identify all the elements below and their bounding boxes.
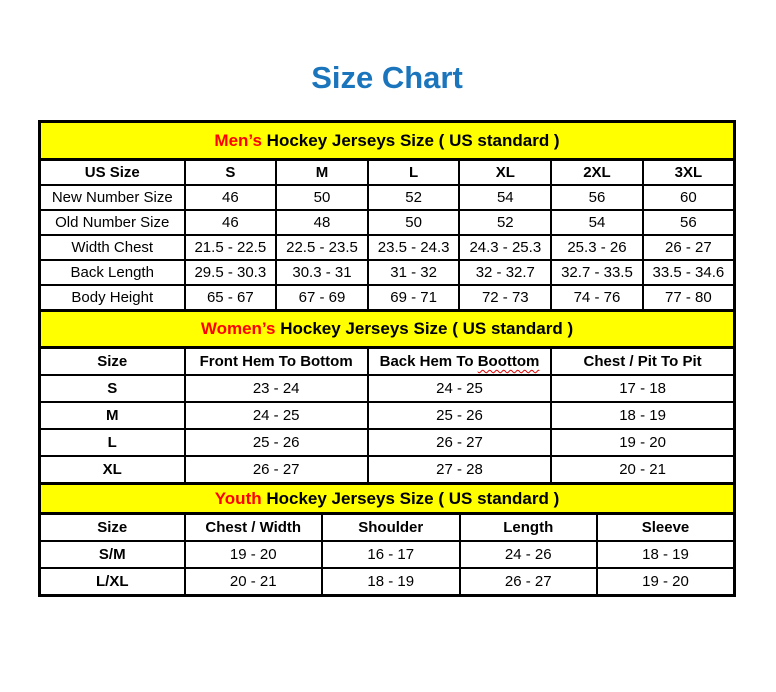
youth-section-header-row [40,484,735,514]
mens-section-title-rest: Hockey Jerseys Size ( US standard ) [261,130,560,150]
table-cell: 77 - 80 [643,285,735,311]
mens-section-header-row [40,122,735,160]
youth-size-table [38,482,736,597]
mens-size-table [38,120,736,312]
mens-col-header-m: M [276,160,368,186]
table-row [40,541,735,568]
back-hem-label-prefix: Back Hem To [379,353,478,370]
table-cell: 25 - 26 [185,429,368,456]
table-cell: 56 [643,210,735,235]
table-cell: 32 - 32.7 [459,260,551,285]
table-cell: 52 [459,210,551,235]
table-cell: 46 [185,210,277,235]
table-cell: 65 - 67 [185,285,277,311]
mens-section-header [40,122,735,160]
table-cell: 17 - 18 [551,375,734,402]
youth-column-header-row [40,514,735,542]
table-cell: 19 - 20 [185,541,323,568]
womens-section-title-rest: Hockey Jerseys Size ( US standard ) [275,319,574,338]
womens-col-header-size: Size [40,348,185,376]
table-row [40,235,735,260]
table-row [40,402,735,429]
mens-col-header-us-size: US Size [40,160,185,186]
table-cell: 24.3 - 25.3 [459,235,551,260]
table-cell: 27 - 28 [368,456,551,484]
table-cell: 25.3 - 26 [551,235,643,260]
row-label: L [40,429,185,456]
table-cell: 50 [276,185,368,210]
table-cell: 48 [276,210,368,235]
size-chart-page [38,62,736,597]
table-cell: 60 [643,185,735,210]
table-cell: 52 [368,185,460,210]
table-cell: 72 - 73 [459,285,551,311]
table-cell: 18 - 19 [597,541,735,568]
table-cell: 69 - 71 [368,285,460,311]
table-cell: 20 - 21 [551,456,734,484]
youth-section-header [40,484,735,514]
mens-col-header-l: L [368,160,460,186]
row-label: S [40,375,185,402]
table-cell: 26 - 27 [460,568,598,596]
table-cell: 21.5 - 22.5 [185,235,277,260]
table-row [40,456,735,484]
table-row [40,375,735,402]
womens-col-header-front-hem: Front Hem To Bottom [185,348,368,376]
womens-section-title-highlight: Women’s [200,319,276,338]
row-label: M [40,402,185,429]
womens-size-table [38,309,736,485]
row-label: Back Length [40,260,185,285]
table-cell: 24 - 25 [185,402,368,429]
table-cell: 31 - 32 [368,260,460,285]
youth-col-header-sleeve: Sleeve [597,514,735,542]
table-row [40,210,735,235]
womens-section-header [40,311,735,348]
table-cell: 22.5 - 23.5 [276,235,368,260]
table-cell: 26 - 27 [368,429,551,456]
womens-col-header-back-hem [368,348,551,376]
row-label: XL [40,456,185,484]
table-cell: 19 - 20 [597,568,735,596]
table-cell: 74 - 76 [551,285,643,311]
womens-column-header-row [40,348,735,376]
table-cell: 54 [459,185,551,210]
mens-col-header-3xl: 3XL [643,160,735,186]
table-cell: 67 - 69 [276,285,368,311]
table-cell: 26 - 27 [643,235,735,260]
mens-col-header-xl: XL [459,160,551,186]
youth-section-title-rest: Hockey Jerseys Size ( US standard ) [261,488,560,508]
table-cell: 19 - 20 [551,429,734,456]
table-cell: 20 - 21 [185,568,323,596]
table-row [40,185,735,210]
row-label: S/M [40,541,185,568]
table-row [40,260,735,285]
table-cell: 54 [551,210,643,235]
womens-col-header-chest: Chest / Pit To Pit [551,348,734,376]
row-label: Body Height [40,285,185,311]
table-cell: 23 - 24 [185,375,368,402]
table-cell: 24 - 25 [368,375,551,402]
mens-section-title-highlight: Men’s [214,130,262,150]
row-label: Old Number Size [40,210,185,235]
table-cell: 23.5 - 24.3 [368,235,460,260]
womens-section-header-row [40,311,735,348]
youth-col-header-length: Length [460,514,598,542]
row-label: L/XL [40,568,185,596]
row-label: Width Chest [40,235,185,260]
table-row [40,429,735,456]
table-row [40,568,735,596]
table-cell: 32.7 - 33.5 [551,260,643,285]
table-cell: 46 [185,185,277,210]
youth-section-title-highlight: Youth [214,488,262,508]
table-cell: 18 - 19 [551,402,734,429]
row-label: New Number Size [40,185,185,210]
table-cell: 30.3 - 31 [276,260,368,285]
table-cell: 24 - 26 [460,541,598,568]
table-cell: 33.5 - 34.6 [643,260,735,285]
table-cell: 16 - 17 [322,541,460,568]
table-cell: 56 [551,185,643,210]
youth-col-header-shoulder: Shoulder [322,514,460,542]
table-cell: 50 [368,210,460,235]
mens-column-header-row [40,160,735,186]
youth-col-header-chest: Chest / Width [185,514,323,542]
back-hem-misspelled-word: Boottom [477,353,540,370]
table-cell: 25 - 26 [368,402,551,429]
table-row [40,285,735,311]
table-cell: 29.5 - 30.3 [185,260,277,285]
table-cell: 18 - 19 [322,568,460,596]
mens-col-header-s: S [185,160,277,186]
page-title: Size Chart [311,60,463,95]
table-cell: 26 - 27 [185,456,368,484]
mens-col-header-2xl: 2XL [551,160,643,186]
youth-col-header-size: Size [40,514,185,542]
